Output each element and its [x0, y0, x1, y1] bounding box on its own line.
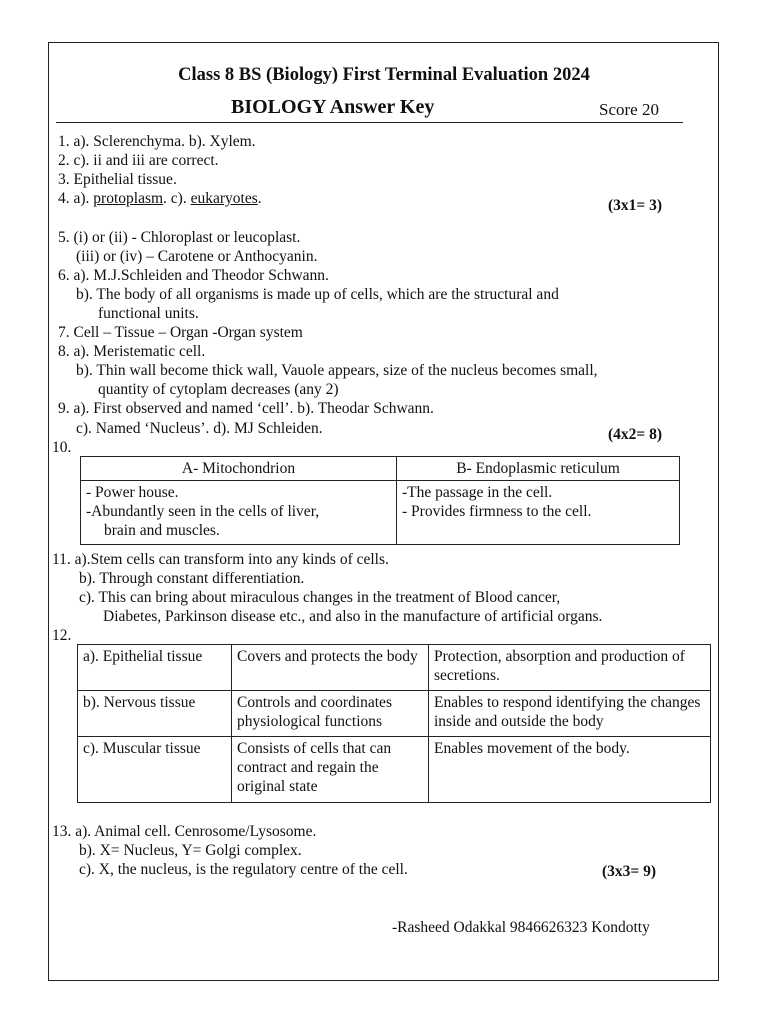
- answer-13-line3: c). X, the nucleus, is the regulatory centre of the cell.: [79, 861, 408, 878]
- answer-5-line1: 5. (i) or (ii) - Chloroplast or leucoplast.: [58, 229, 301, 246]
- header-divider: [56, 122, 683, 123]
- table-cell-er: [397, 481, 680, 545]
- answer-4-mid: . c).: [163, 190, 191, 207]
- answer-13-line1: 13. a). Animal cell. Cenrosome/Lysosome.: [52, 823, 317, 840]
- list-item: -Abundantly seen in the cells of liver,: [86, 503, 320, 520]
- table-header-er: B- Endoplasmic reticulum: [397, 457, 680, 481]
- answer-11-line4: Diabetes, Parkinson disease etc., and also in the manufacture of artificial organs.: [103, 608, 603, 625]
- answer-12-label: 12.: [52, 627, 72, 644]
- answer-4-suffix: .: [257, 190, 262, 207]
- answer-8-line2: b). Thin wall become thick wall, Vauole appears, size of the nucleus becomes small,: [76, 362, 598, 379]
- answer-8-line1: 8. a). Meristematic cell.: [58, 343, 206, 360]
- list-item: -The passage in the cell.: [402, 484, 553, 501]
- table-cell-role: Protection, absorption and production of secretions.: [429, 645, 711, 691]
- table-header-mitochondrion: A- Mitochondrion: [81, 457, 397, 481]
- answer-2: 2. c). ii and iii are correct.: [58, 152, 219, 169]
- table-cell-function: Covers and protects the body: [232, 645, 429, 691]
- table-cell-role: Enables to respond identifying the changes inside and outside the body: [429, 691, 711, 737]
- answer-4: [58, 190, 262, 208]
- list-item: brain and muscles.: [104, 522, 220, 539]
- answer-11-line1: 11. a).Stem cells can transform into any kinds of cells.: [52, 551, 389, 568]
- table-row: [78, 691, 711, 737]
- table-cell-function: Controls and coordinates physiological functions: [232, 691, 429, 737]
- author-signature: -Rasheed Odakkal 9846626323 Kondotty: [392, 919, 650, 936]
- answer-1: 1. a). Sclerenchyma. b). Xylem.: [58, 133, 256, 150]
- answer-11-line3: c). This can bring about miraculous changes in the treatment of Blood cancer,: [79, 589, 561, 606]
- answer-4c-term: eukaryotes: [190, 190, 258, 207]
- page-title: Class 8 BS (Biology) First Terminal Evaluation 2024: [178, 65, 590, 85]
- answer-4-prefix: 4. a).: [58, 190, 94, 207]
- marks-section-3: (3x3= 9): [602, 863, 657, 880]
- answer-6-line1: 6. a). M.J.Schleiden and Theodor Schwann.: [58, 267, 329, 284]
- list-item: - Power house.: [86, 484, 179, 501]
- answer-9-line2: c). Named ‘Nucleus’. d). MJ Schleiden.: [76, 420, 323, 437]
- table-cell-mitochondrion: [81, 481, 397, 545]
- answer-6-line2: b). The body of all organisms is made up of cells, which are the structural and: [76, 286, 559, 303]
- table-cell-tissue: a). Epithelial tissue: [78, 645, 232, 691]
- table-row: [78, 737, 711, 803]
- answer-9-line1: 9. a). First observed and named ‘cell’. b). Theodar Schwann.: [58, 400, 434, 417]
- answer-8-line3: quantity of cytoplam decreases (any 2): [98, 381, 339, 398]
- marks-section-2: (4x2= 8): [608, 426, 663, 443]
- answer-11-line2: b). Through constant differentiation.: [79, 570, 305, 587]
- answer-5-line2: (iii) or (iv) – Carotene or Anthocyanin.: [76, 248, 318, 265]
- table-cell-tissue: b). Nervous tissue: [78, 691, 232, 737]
- page-subtitle: BIOLOGY Answer Key: [231, 96, 435, 118]
- table-header-row: [81, 457, 680, 481]
- answer-4a-term: protoplasm: [93, 190, 164, 207]
- table-cell-organelles: [80, 456, 680, 545]
- table-tissues: [77, 644, 711, 803]
- marks-section-1: (3x1= 3): [608, 197, 663, 214]
- answer-3: 3. Epithelial tissue.: [58, 171, 177, 188]
- answer-13-line2: b). X= Nucleus, Y= Golgi complex.: [79, 842, 302, 859]
- table-row: [78, 645, 711, 691]
- table-cell-role: Enables movement of the body.: [429, 737, 711, 803]
- list-item: - Provides firmness to the cell.: [402, 503, 592, 520]
- score-label: Score 20: [599, 100, 659, 119]
- answer-6-line3: functional units.: [98, 305, 199, 322]
- answer-7: 7. Cell – Tissue – Organ -Organ system: [58, 324, 303, 341]
- table-cell-tissue: c). Muscular tissue: [78, 737, 232, 803]
- table-cell-function: Consists of cells that can contract and regain the original state: [232, 737, 429, 803]
- table-row: [81, 481, 680, 545]
- answer-10-label: 10.: [52, 439, 72, 456]
